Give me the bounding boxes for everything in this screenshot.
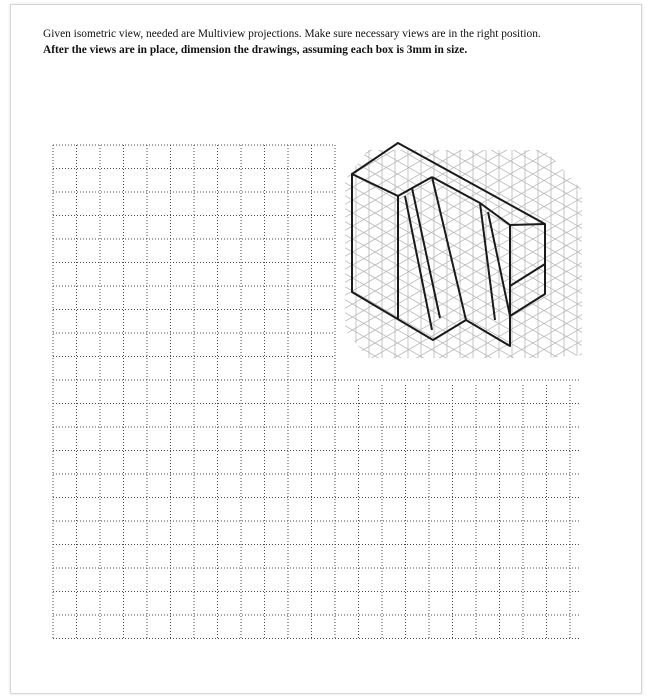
isometric-object <box>352 143 545 346</box>
isometric-view <box>330 0 600 700</box>
instruction-line-2: After the views are in place, dimension the drawings, assuming each box is 3mm in size. <box>43 44 468 56</box>
instruction-line-1: Given isometric view, needed are Multiview projections. Make sure necessary views are in the right position. <box>43 28 541 40</box>
isometric-grid <box>330 0 600 700</box>
